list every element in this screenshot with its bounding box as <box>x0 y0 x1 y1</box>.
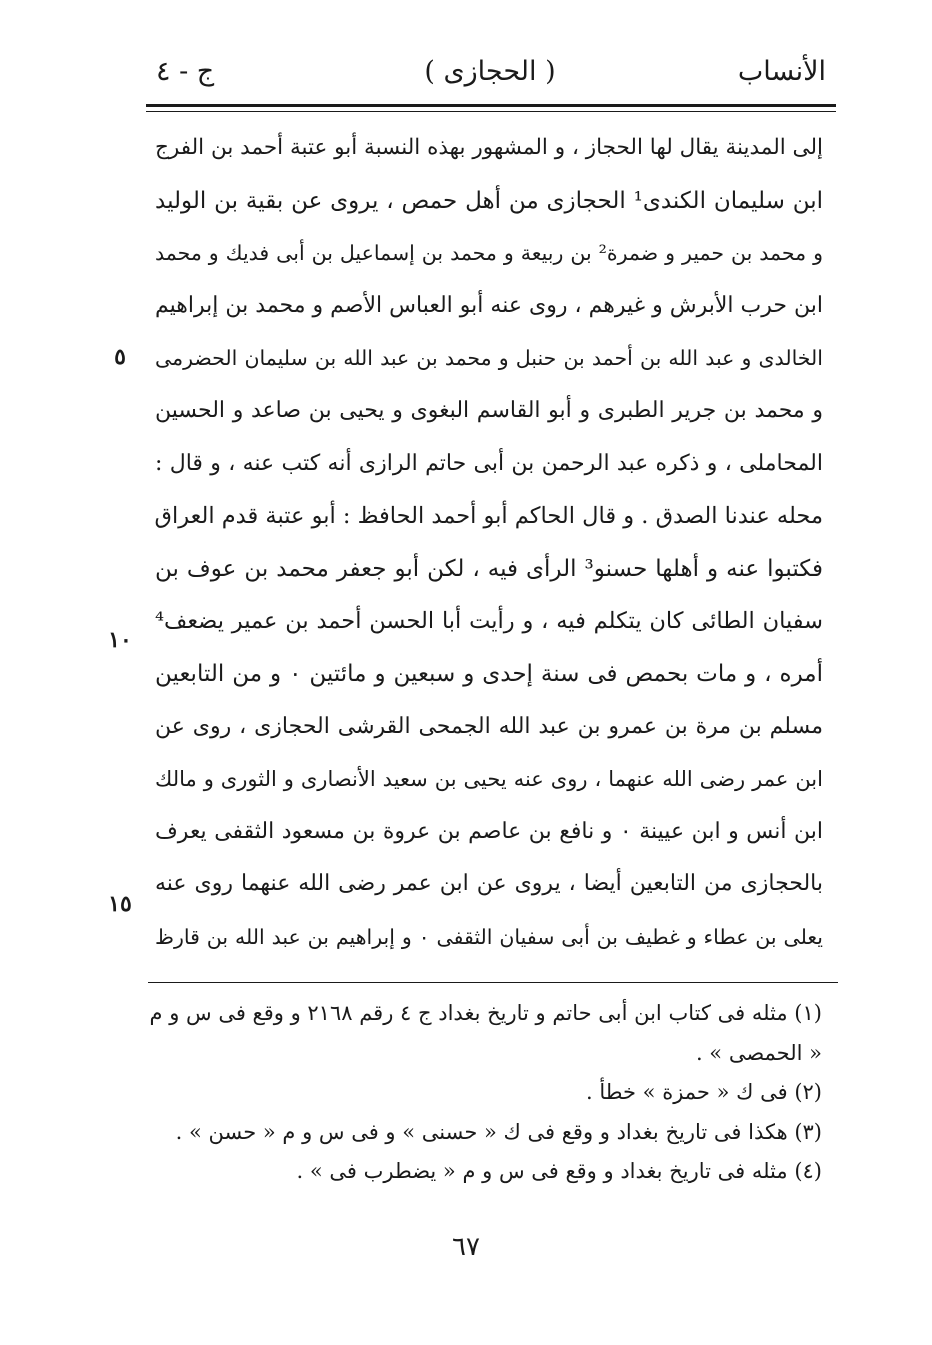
text-line: إلى المدينة يقال لها الحجاز ، و المشهور بهذه النسبة أبو عتبة أحمد بن الفرج <box>155 135 823 160</box>
header-rule-thin <box>146 111 836 112</box>
header-entry-title: ( الحجازى ) <box>424 56 556 87</box>
line-number-5: ٥ <box>114 344 126 370</box>
line-number-15: ١٥ <box>108 891 132 917</box>
text-line: مسلم بن مرة بن عمرو بن عبد الله الجمحى القرشى الحجازى ، روى عن <box>155 713 823 739</box>
footnote-line: (١) مثله فى كتاب ابن أبى حاتم و تاريخ بغداد ج ٤ رقم ٢١٦٨ و وقع فى س و م <box>150 1001 822 1025</box>
text-line: بالحجازى من التابعين أيضا ، يروى عن ابن عمر رضى الله عنهما روى عنه <box>155 871 823 897</box>
footnote-rule <box>148 982 838 983</box>
text-line: أمره ، و مات بحمص فى سنة إحدى و سبعين و مائتين ۰ و من التابعين <box>155 660 823 687</box>
text-line: ابن أنس و ابن عيينة ۰ و نافع بن عاصم بن عروة بن مسعود الثقفى يعرف <box>155 818 823 844</box>
text-line: المحاملى ، و ذكره عبد الرحمن بن أبى حاتم الرازى أنه كتب عنه ، و قال : <box>155 450 823 476</box>
text-line: محله عندنا الصدق . و قال الحاكم أبو أحمد الحافظ : أبو عتبة قدم العراق <box>155 503 823 530</box>
main-text <box>155 122 823 964</box>
footnote-line: (٢) فى ك « حمزة » خطأ . <box>586 1080 822 1104</box>
text-line: سفيان الطائى كان يتكلم فيه ، و رأيت أبا الحسن أحمد بن عمير يضعف⁴ <box>155 608 823 635</box>
page-number: ٦٧ <box>452 1232 480 1262</box>
footnotes <box>150 994 822 1192</box>
line-number-10: ١٠ <box>108 627 132 653</box>
text-line: ابن عمر رضى الله عنهما ، روى عنه يحيى بن سعيد الأنصارى و الثورى و مالك <box>155 767 823 792</box>
text-line: و محمد بن حمير و ضمرة² بن ربيعة و محمد بن إسماعيل بن أبى فديك و محمد <box>155 241 823 266</box>
header-book-title: الأنساب <box>737 56 826 87</box>
footnote-line: (٣) هكذا فى تاريخ بغداد و وقع فى ك « حسنى » و فى س و م « حسن » . <box>175 1119 822 1144</box>
text-line: ابن حرب الأبرش و غيرهم ، روى عنه أبو العباس الأصم و محمد بن إبراهيم <box>155 292 823 318</box>
text-line: ابن سليمان الكندى¹ الحجازى من أهل حمص ، يروى عن بقية بن الوليد <box>155 187 823 214</box>
header-volume: ج - ٤ <box>156 56 215 87</box>
footnote-line: (٤) مثله فى تاريخ بغداد و وقع فى س و م « يضطرب فى » . <box>296 1159 822 1183</box>
footnote-line: « الحمصى » . <box>695 1040 822 1065</box>
running-header <box>150 52 830 98</box>
text-line: يعلى بن عطاء و غطيف بن أبى سفيان الثقفى ۰ و إبراهيم بن عبد الله بن قارظ <box>155 924 823 949</box>
text-line: و محمد بن جرير الطبرى و أبو القاسم البغوى و يحيى بن صاعد و الحسين <box>155 397 823 423</box>
header-rule-thick <box>146 104 836 107</box>
text-line: فكتبوا عنه و أهلها حسنو³ الرأى فيه ، لكن أبو جعفر محمد بن عوف بن <box>155 555 823 582</box>
text-line: الخالدى و عبد الله بن أحمد بن حنبل و محمد بن عبد الله بن سليمان الحضرمى <box>155 346 823 371</box>
